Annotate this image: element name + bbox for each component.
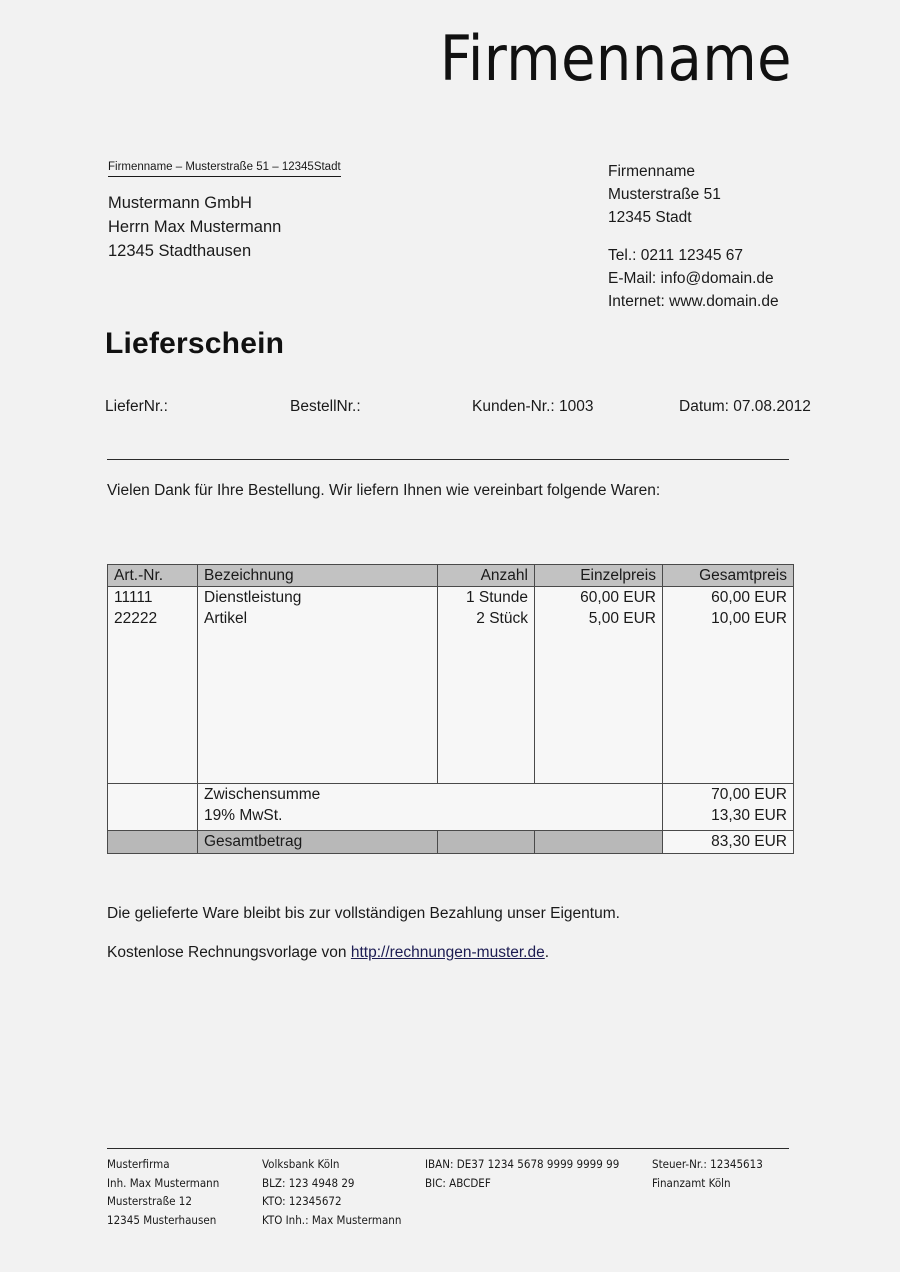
- footer-bank-column: [262, 1155, 401, 1230]
- footer-iban-column: [425, 1155, 619, 1192]
- delivery-number-field: LieferNr.:: [105, 398, 168, 415]
- column-header-anzahl: Anzahl: [438, 565, 535, 587]
- grand-total-empty-artnr-cell: [108, 831, 198, 854]
- footer-company-column: [107, 1155, 219, 1230]
- customer-number-field: Kunden-Nr.: 1003: [472, 398, 594, 415]
- footer-company-owner: Inh. Max Mustermann: [107, 1175, 220, 1190]
- footer-tax-office: Finanzamt Köln: [652, 1175, 731, 1190]
- footer-tax-column: [652, 1155, 763, 1192]
- sender-address-group: [608, 161, 779, 229]
- footer-company-city: 12345 Musterhausen: [107, 1212, 217, 1227]
- template-source-link[interactable]: http://rechnungen-muster.de: [350, 944, 545, 961]
- footer-company-street: Musterstraße 12: [107, 1194, 192, 1209]
- sender-contact-details-group: [608, 245, 779, 313]
- footer-bank-kto: KTO: 12345672: [262, 1194, 342, 1209]
- cell-gesamtpreis-list: 60,00 EUR 10,00 EUR: [663, 587, 794, 784]
- cell-anzahl-list: 1 Stunde 2 Stück: [438, 587, 535, 784]
- totals-values-cell: 70,00 EUR 13,30 EUR: [663, 784, 794, 831]
- footer-company-name: Musterfirma: [107, 1157, 170, 1171]
- table-header-row: [108, 565, 794, 587]
- ownership-note: Die gelieferte Ware bleibt bis zur vollständigen Bezahlung unser Eigentum.: [107, 905, 620, 922]
- column-header-artnr: Art.-Nr.: [108, 565, 198, 587]
- grand-total-empty-anzahl-cell: [438, 831, 535, 854]
- footer-tax-number: Steuer-Nr.: 12345613: [652, 1157, 763, 1171]
- grand-total-empty-einzelpreis-cell: [535, 831, 663, 854]
- recipient-person: Herrn Max Mustermann: [108, 217, 282, 236]
- footer-bic: BIC: ABCDEF: [425, 1175, 491, 1190]
- items-table: [107, 564, 794, 854]
- credit-note-prefix: Kostenlose Rechnungsvorlage von: [107, 944, 351, 961]
- sender-phone: Tel.: 0211 12345 67: [608, 247, 744, 265]
- recipient-city: 12345 Stadthausen: [108, 241, 252, 260]
- credit-note: [107, 944, 549, 962]
- reference-row: [105, 398, 811, 420]
- recipient-address-block: [108, 192, 281, 264]
- sender-street: Musterstraße 51: [608, 185, 721, 203]
- grand-total-label: Gesamtbetrag: [198, 831, 438, 854]
- sender-company-name: Firmenname: [608, 163, 695, 180]
- sender-website: Internet: www.domain.de: [608, 292, 779, 310]
- masthead: [108, 22, 792, 95]
- column-header-gesamtpreis: Gesamtpreis: [663, 565, 794, 587]
- cell-bezeichnung-list: Dienstleistung Artikel: [198, 587, 438, 784]
- document-title: Lieferschein: [105, 327, 285, 360]
- sender-email: E-Mail: info@domain.de: [608, 270, 774, 288]
- footer-bank-blz: BLZ: 123 4948 29: [262, 1175, 355, 1190]
- footer-bank-kto-owner: KTO Inh.: Max Mustermann: [262, 1212, 402, 1227]
- footer-iban: IBAN: DE37 1234 5678 9999 9999 99: [425, 1157, 620, 1171]
- footer-divider: [107, 1148, 789, 1149]
- totals-rows: [108, 784, 794, 831]
- sender-contact-block: [608, 161, 779, 314]
- intro-text: Vielen Dank für Ihre Bestellung. Wir liefern Ihnen wie vereinbart folgende Waren:: [107, 482, 661, 499]
- credit-note-suffix: .: [544, 944, 550, 961]
- table-row: [108, 587, 794, 784]
- order-number-field: BestellNr.:: [290, 398, 361, 415]
- recipient-company: Mustermann GmbH: [108, 194, 252, 212]
- totals-labels-cell: Zwischensumme 19% MwSt.: [198, 784, 663, 831]
- header-divider: [107, 459, 789, 460]
- grand-total-row: [108, 831, 794, 854]
- column-header-einzelpreis: Einzelpreis: [535, 565, 663, 587]
- company-title: Firmenname: [439, 22, 792, 95]
- totals-empty-artnr-cell: [108, 784, 198, 831]
- sender-city: 12345 Stadt: [608, 208, 692, 226]
- cell-artnr-list: 11111 22222: [108, 587, 198, 784]
- sender-return-address-line: Firmenname – Musterstraße 51 – 12345Stadt: [108, 160, 341, 177]
- date-field: Datum: 07.08.2012: [679, 398, 811, 415]
- footer-bank-name: Volksbank Köln: [262, 1157, 340, 1171]
- column-header-bezeichnung: Bezeichnung: [198, 565, 438, 587]
- grand-total-value: 83,30 EUR: [663, 831, 794, 854]
- cell-einzelpreis-list: 60,00 EUR 5,00 EUR: [535, 587, 663, 784]
